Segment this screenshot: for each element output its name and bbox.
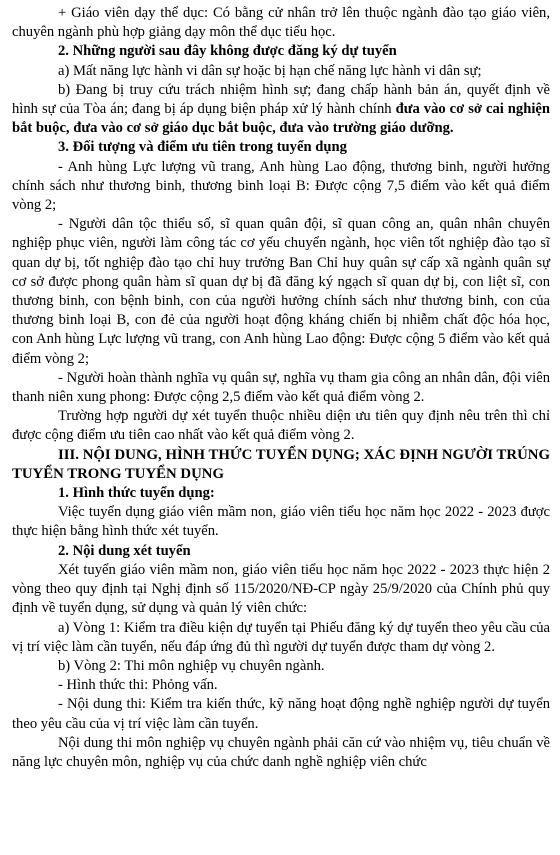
heading-priority: 3. Đối tượng và điểm ưu tiên trong tuyển dụng [58,139,347,156]
paragraph-exam-basis: Nội dung thi môn nghiệp vụ chuyên ngành phải căn cứ vào nhiệm vụ, tiêu chuẩn về năng lực chuyên môn, nghiệp vụ của chức danh nghề nghiệp viên chức [12,734,550,770]
paragraph-selection-rounds: Xét tuyển giáo viên mầm non, giáo viên tiểu học năm học 2022 - 2023 thực hiện 2 vòng theo quy định tại Nghị định số 115/2020/NĐ-CP ngày 25/9/2020 của Chính phủ quy định về tuyển dụng, sử dụng và quản lý viên chức: [12,561,550,617]
paragraph-pe-teacher: + Giáo viên dạy thể dục: Có bằng cử nhân trở lên thuộc ngành đào tạo giáo viên, chuyên ngành phù hợp giảng dạy môn thể dục tiểu học. [12,5,550,41]
paragraph-recruitment-form: Việc tuyển dụng giáo viên mầm non, giáo viên tiểu học năm học 2022 - 2023 được thực hiện bằng hình thức xét tuyển. [12,504,550,540]
paragraph-priority-7-5: - Anh hùng Lực lượng vũ trang, Anh hùng Lao động, thương binh, người hưởng chính sách như thương binh, thương binh loại B: Được cộng 7,5 điểm vào kết quả điểm vòng 2; [12,158,550,214]
paragraph-exam-content: - Nội dung thi: Kiểm tra kiến thức, kỹ năng hoạt động nghề nghiệp người dự tuyển theo yêu cầu của vị trí việc làm cần tuyển. [12,696,550,732]
paragraph-priority-2-5: - Người hoàn thành nghĩa vụ quân sự, nghĩa vụ tham gia công an nhân dân, đội viên thanh niên xung phong: Được cộng 2,5 điểm vào kết quả điểm vòng 2. [12,369,550,406]
paragraph-ineligible-b-text: b) Đang bị truy cứu trách nhiệm hình sự; đang chấp hành bản án, quyết định về hình sự của Tòa án; đang bị áp dụng biện pháp xử lý hành chính [12,81,550,118]
paragraph-ineligible-b [12,81,550,139]
heading-recruitment-form: 1. Hình thức tuyển dụng: [58,485,215,502]
paragraph-exam-form: - Hình thức thi: Phỏng vấn. [58,677,218,694]
paragraph-ineligible-a: a) Mất năng lực hành vi dân sự hoặc bị hạn chế năng lực hành vi dân sự; [58,62,482,79]
paragraph-round-1: a) Vòng 1: Kiểm tra điều kiện dự tuyển tại Phiếu đăng ký dự tuyển theo yêu cầu của vị trí việc làm cần tuyển, nếu đáp ứng đủ thì người dự tuyển được tham dự vòng 2. [12,619,550,655]
heading-ineligible: 2. Những người sau đây không được đăng ký dự tuyển [58,43,397,60]
paragraph-ineligible-b-bold: đưa vào cơ sở cai nghiện bắt buộc, đưa vào cơ sở giáo dục bắt buộc, đưa vào trường giáo dưỡng. [12,101,550,137]
paragraph-round-2: b) Vòng 2: Thi môn nghiệp vụ chuyên ngành. [58,657,325,674]
heading-section-iii: III. NỘI DUNG, HÌNH THỨC TUYỂN DỤNG; XÁC ĐỊNH NGƯỜI TRÚNG TUYỂN TRONG TUYỂN DỤNG [12,446,550,482]
heading-selection-content: 2. Nội dung xét tuyển [58,542,191,559]
paragraph-priority-5: - Người dân tộc thiểu số, sĩ quan quân đội, sĩ quan công an, quân nhân chuyên nghiệp phục viên, người làm công tác cơ yếu chuyển ngành, học viên tốt nghiệp đào tạo sĩ quan dự bị, tốt nghiệp đào tạo chỉ huy trưởng Ban Chỉ huy quân sự cấp xã ngành quân sự cơ sở được phong quân hàm sĩ quan dự bị đã đăng ký ngạch sĩ quan dự bị, con liệt sĩ, con thương binh, con bệnh binh, con của người hưởng chính sách như thương binh, con của thương binh loại B, con đẻ của người hoạt động kháng chiến bị nhiễm chất độc hóa học, con Anh hùng Lực lượng vũ trang, con Anh hùng Lao động: Được cộng 5 điểm vào kết quả điểm vòng 2; [12,216,550,367]
paragraph-priority-note: Trường hợp người dự xét tuyển thuộc nhiều diện ưu tiên quy định nêu trên thì chỉ được cộng điểm ưu tiên cao nhất vào kết quả điểm vòng 2. [12,408,550,444]
